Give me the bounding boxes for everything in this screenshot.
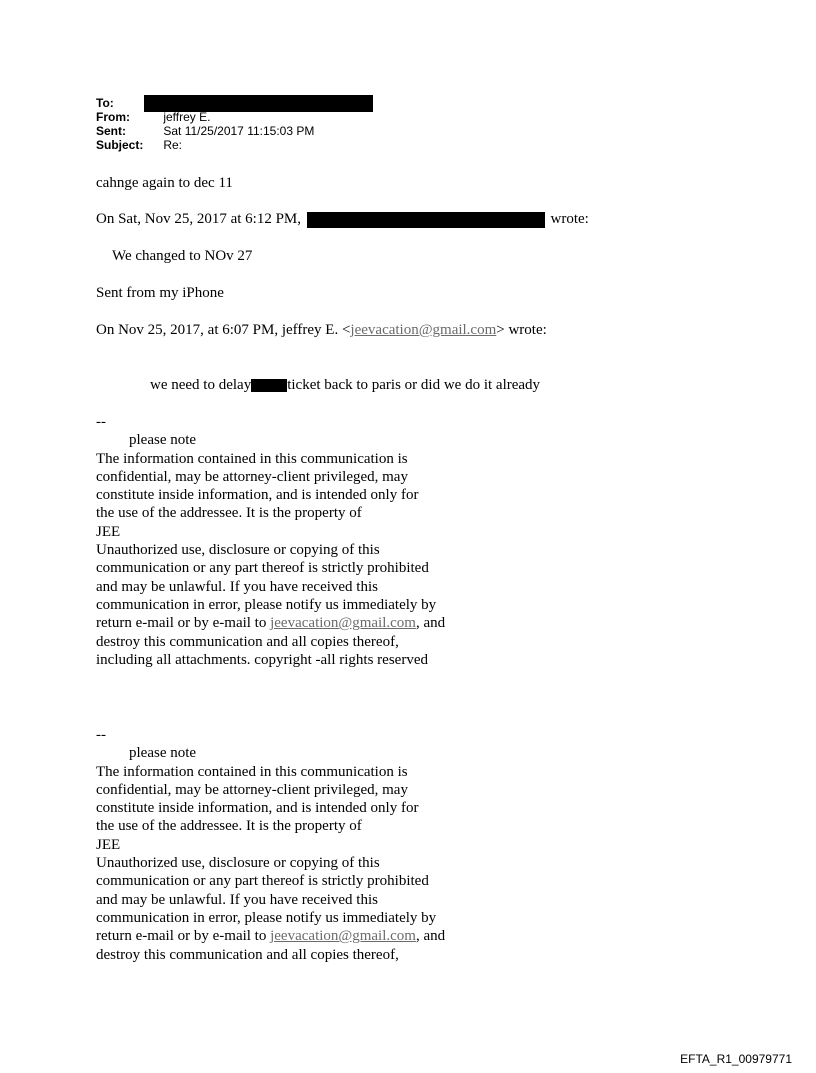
disclaimer-line: confidential, may be attorney-client privileged, may [96, 468, 408, 485]
reply2-suffix: > wrote: [496, 322, 547, 338]
redaction-reply2-name [251, 379, 287, 392]
sent-from-line: Sent from my iPhone [96, 285, 224, 301]
disclaimer-line: confidential, may be attorney-client privileged, may [96, 781, 408, 798]
sent-value: Sat 11/25/2017 11:15:03 PM [163, 124, 315, 138]
disclaimer-2 [96, 726, 445, 964]
email-line-prefix: return e-mail or by e-mail to [96, 928, 271, 945]
disclaimer-note: please note [129, 432, 197, 449]
reply2-email-link[interactable]: jeevacation@gmail.com [350, 322, 497, 338]
reply2-text-pre: we need to delay [150, 377, 252, 393]
disclaimer-separator: -- [96, 414, 106, 430]
subject-value: Re: [163, 138, 183, 152]
disclaimer-line: Unauthorized use, disclosure or copying of this [96, 542, 380, 559]
from-row [96, 110, 314, 124]
disclaimer-note: please note [129, 745, 197, 762]
to-row [96, 96, 314, 110]
disclaimer-line: communication or any part thereof is strictly prohibited [96, 560, 429, 577]
disclaimer-1 [96, 413, 445, 669]
subject-row [96, 138, 314, 152]
disclaimer-email-link[interactable]: jeevacation@gmail.com [270, 928, 416, 945]
disclaimer-line: constitute inside information, and is intended only for [96, 487, 419, 504]
disclaimer-separator: -- [96, 727, 106, 743]
sent-label: Sent: [96, 124, 126, 138]
disclaimer-line: JEE [96, 836, 121, 853]
disclaimer-line: the use of the addressee. It is the property of [96, 505, 362, 522]
disclaimer-line: and may be unlawful. If you have received this [96, 578, 378, 595]
email-line-prefix: return e-mail or by e-mail to [96, 615, 271, 632]
disclaimer-email-line [96, 927, 445, 945]
reply2-prefix: On Nov 25, 2017, at 6:07 PM, jeffrey E. < [96, 322, 351, 338]
subject-label: Subject: [96, 138, 144, 152]
reply1-suffix: wrote: [550, 211, 589, 227]
disclaimer-line: communication in error, please notify us immediately by [96, 909, 437, 926]
to-label: To: [96, 96, 114, 110]
reply1-prefix: On Sat, Nov 25, 2017 at 6:12 PM, [96, 211, 302, 227]
reply1-attribution [96, 210, 589, 228]
email-line-suffix: , and [415, 615, 446, 632]
disclaimer-line: destroy this communication and all copies thereof, [96, 633, 399, 650]
reply2-text [150, 376, 540, 394]
body-line-1: cahnge again to dec 11 [96, 175, 233, 191]
disclaimer-line: constitute inside information, and is intended only for [96, 800, 419, 817]
email-line-suffix: , and [415, 928, 446, 945]
redaction-reply1-sender [307, 212, 545, 228]
disclaimer-line: Unauthorized use, disclosure or copying of this [96, 855, 380, 872]
document-id: EFTA_R1_00979771 [680, 1052, 792, 1066]
from-label: From: [96, 110, 130, 124]
disclaimer-line: The information contained in this communication is [96, 450, 408, 467]
email-header [96, 96, 314, 152]
disclaimer-line: and may be unlawful. If you have received this [96, 891, 378, 908]
disclaimer-email-line [96, 614, 445, 632]
reply2-attribution [96, 321, 547, 339]
disclaimer-line: the use of the addressee. It is the property of [96, 818, 362, 835]
disclaimer-line: destroy this communication and all copies thereof, [96, 946, 399, 963]
disclaimer-email-link[interactable]: jeevacation@gmail.com [270, 615, 416, 632]
disclaimer-line: communication in error, please notify us immediately by [96, 596, 437, 613]
sent-row [96, 124, 314, 138]
disclaimer-line: communication or any part thereof is strictly prohibited [96, 873, 429, 890]
reply2-text-post: ticket back to paris or did we do it already [287, 377, 541, 393]
disclaimer-line: The information contained in this communication is [96, 763, 408, 780]
disclaimer-line: JEE [96, 523, 121, 540]
disclaimer-line: including all attachments. copyright -all rights reserved [96, 651, 428, 668]
reply1-text: We changed to NOv 27 [112, 248, 253, 264]
from-value: jeffrey E. [163, 110, 211, 124]
